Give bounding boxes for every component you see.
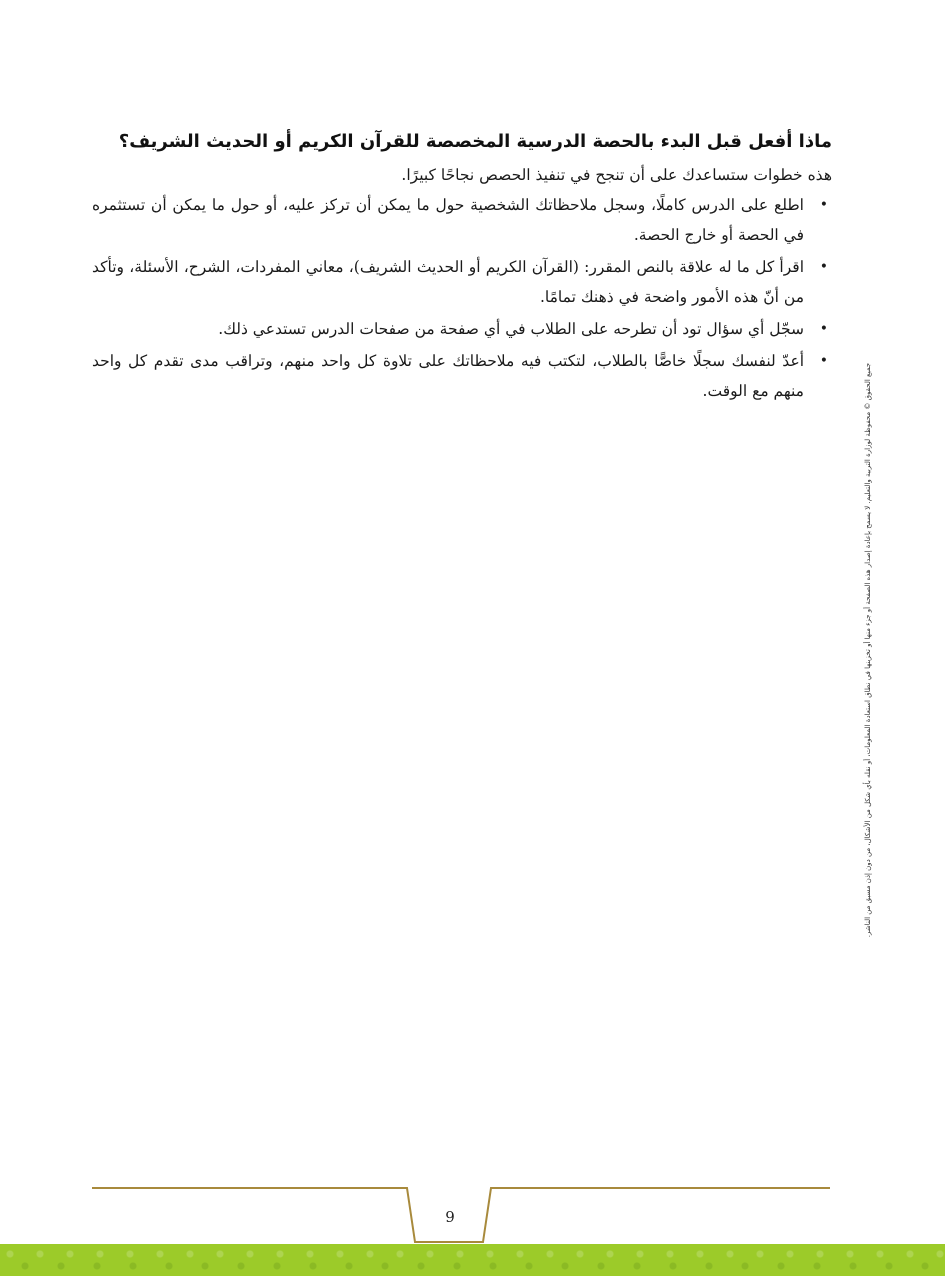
intro-text: هذه خطوات ستساعدك على أن تنجح في تنفيذ الحصص نجاحًا كبيرًا.	[401, 166, 832, 184]
section-heading: ماذا أفعل قبل البدء بالحصة الدرسية المخصصة للقرآن الكريم أو الحديث الشريف؟	[118, 131, 832, 152]
page-content	[92, 128, 832, 408]
copyright-text: جميع الحقوق © محفوظة لوزارة التربية والتعليم. لا يسمح بإعادة إصدار هذه الصفحة أو جزء منها أو تخزينها في نطاق استعادة المعلومات، أو نقله بأي شكل من الأشكال، من دون إذن مسبق من الناشر.	[864, 362, 872, 938]
list-item	[92, 314, 832, 344]
list-item	[92, 190, 832, 250]
copyright-note	[858, 300, 878, 1000]
list-item	[92, 346, 832, 406]
steps-list	[92, 190, 832, 406]
list-item	[92, 252, 832, 312]
list-item-text: سجّل أي سؤال تود أن تطرحه على الطلاب في أي صفحة من صفحات الدرس تستدعي ذلك.	[218, 320, 804, 338]
list-item-text: أعدّ لنفسك سجلًا خاصًّا بالطلاب، لتكتب فيه ملاحظاتك على تلاوة كل واحد منهم، وتراقب مدى تقدم كل واحد منهم مع الوقت.	[92, 352, 804, 400]
bullet-icon: •	[819, 353, 828, 369]
bullet-icon: •	[819, 197, 828, 213]
page-number: 9	[445, 1208, 455, 1226]
bullet-icon: •	[819, 321, 828, 337]
green-footer-band	[0, 1244, 945, 1276]
list-item-text: اطلع على الدرس كاملًا، وسجل ملاحظاتك الشخصية حول ما يمكن أن تركز عليه، أو حول ما يمكن أن تستثمره في الحصة أو خارج الحصة.	[92, 196, 804, 244]
bullet-icon: •	[819, 259, 828, 275]
list-item-text: اقرأ كل ما له علاقة بالنص المقرر: (القرآن الكريم أو الحديث الشريف)، معاني المفردات، الشرح، الأسئلة، وتأكد من أنّ هذه الأمور واضحة في ذهنك تمامًا.	[92, 258, 804, 306]
